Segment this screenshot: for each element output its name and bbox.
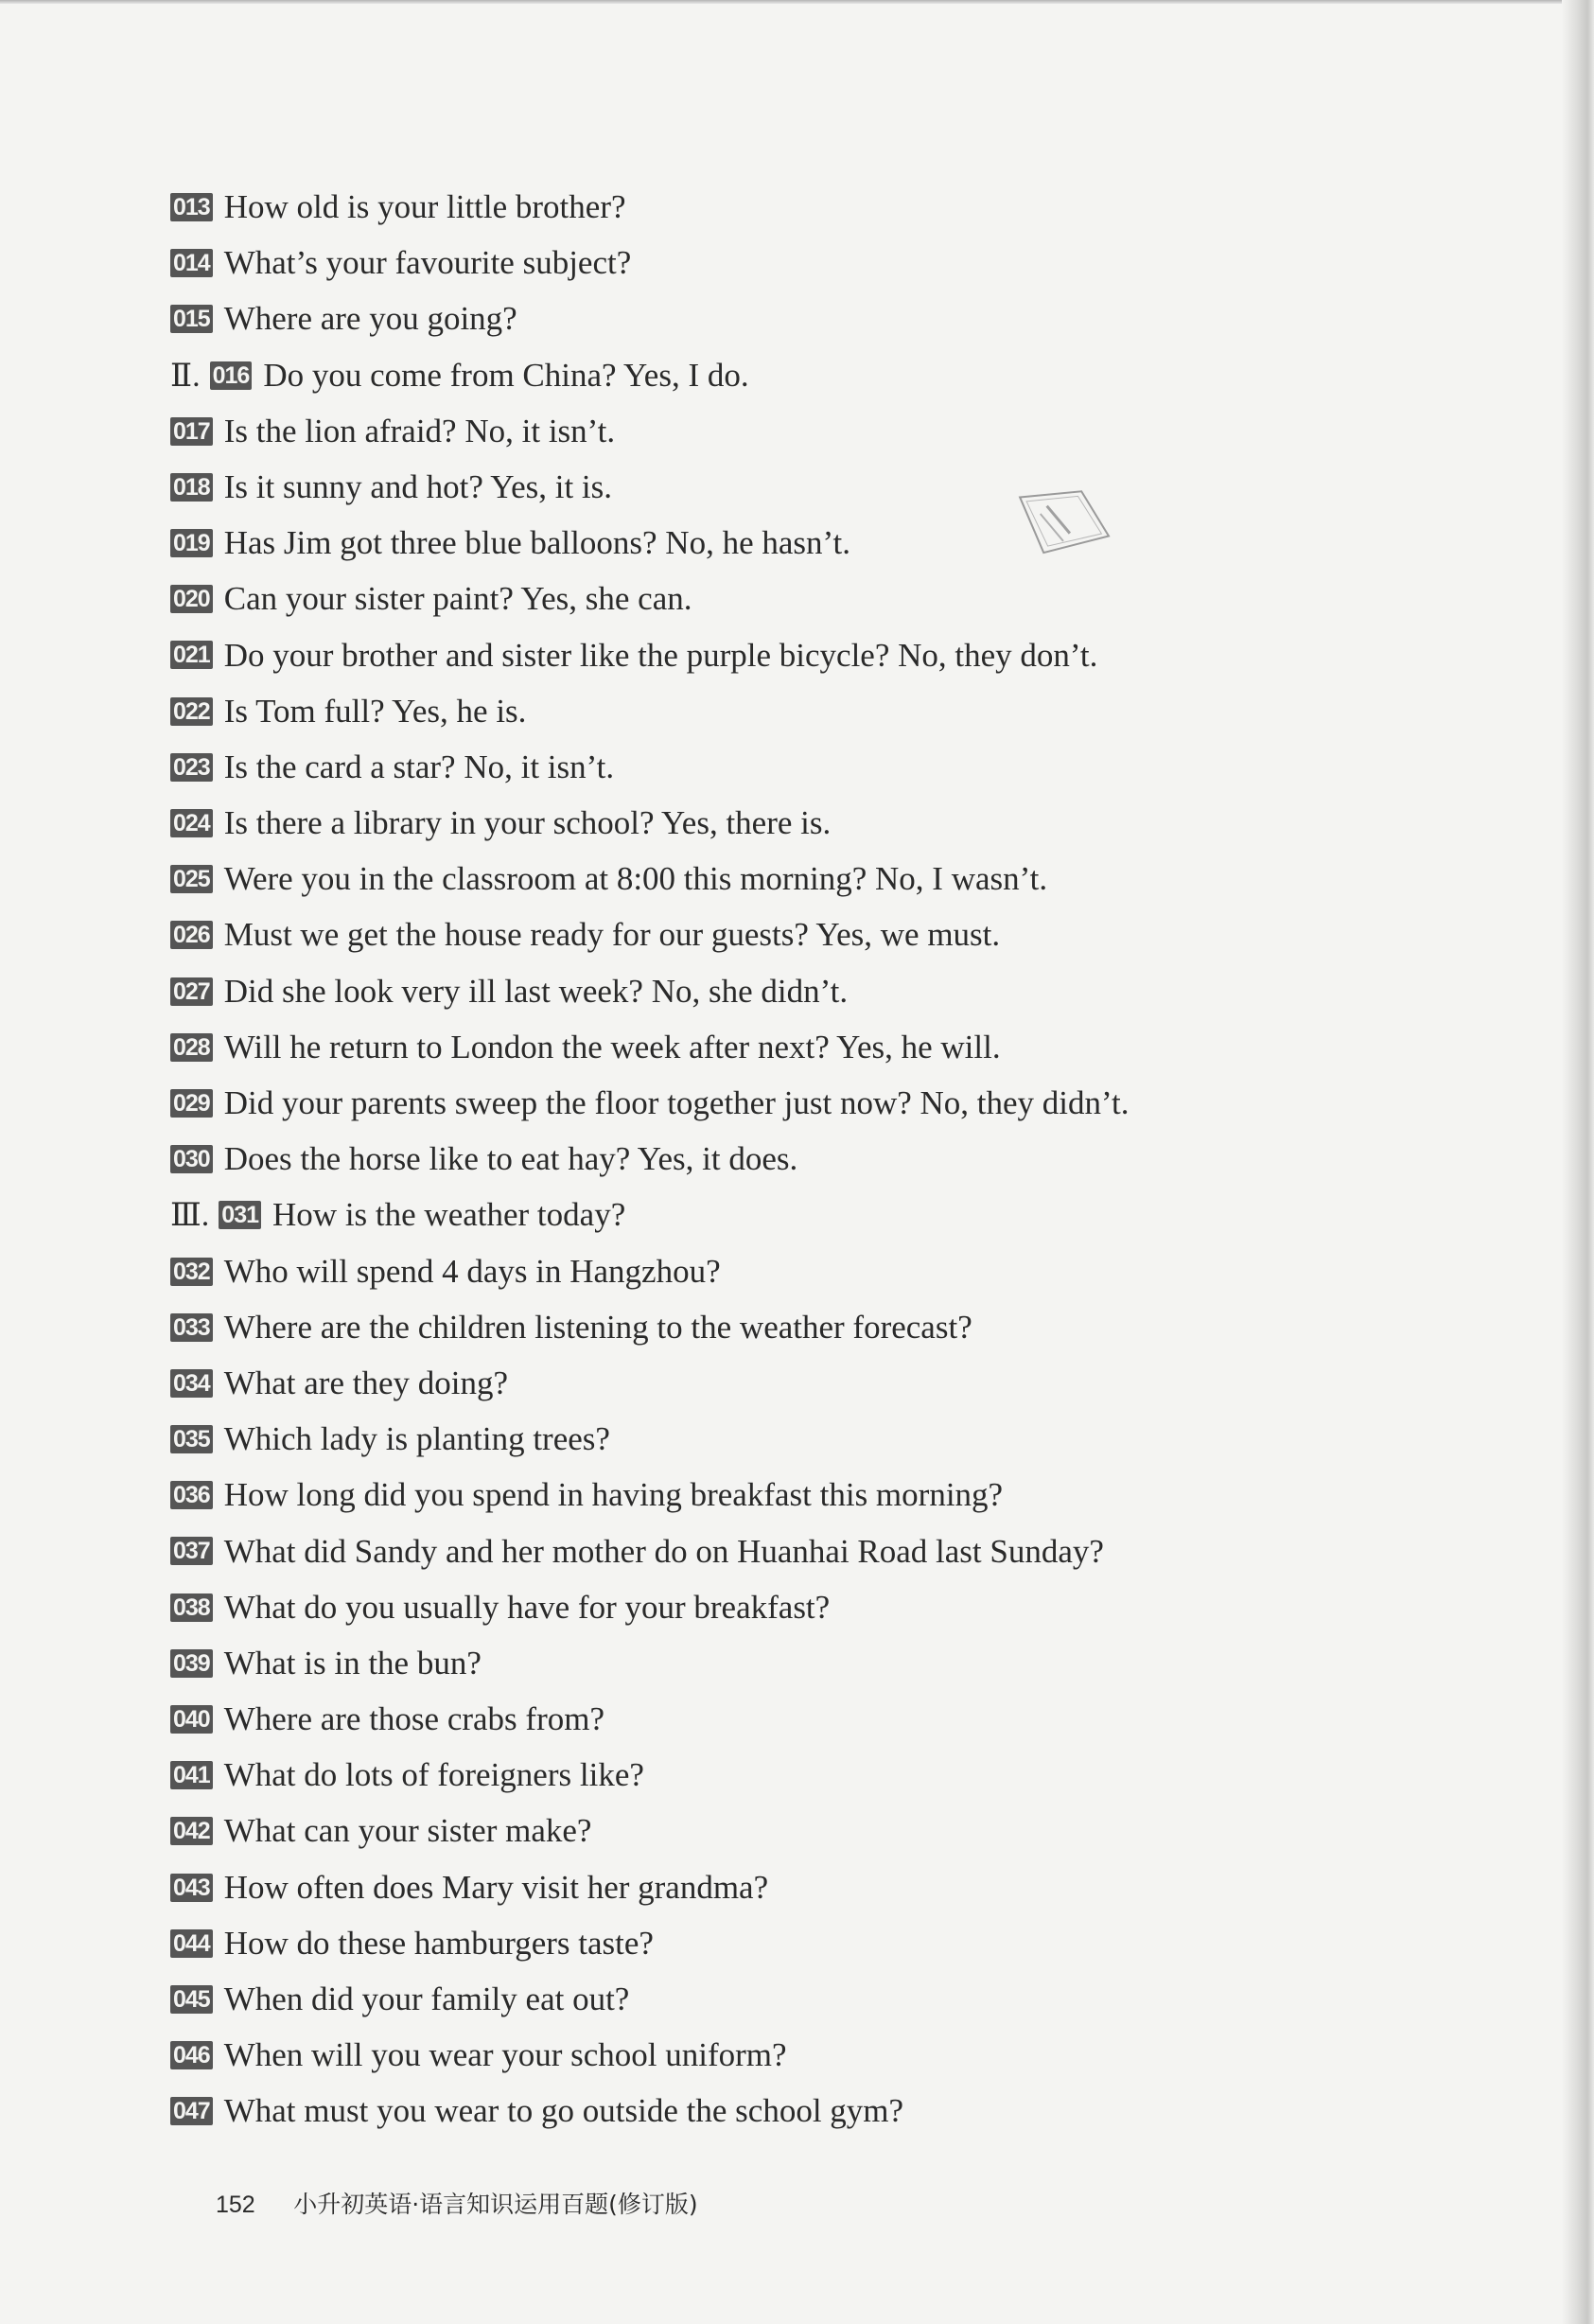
answer-line	[170, 1467, 1400, 1523]
question-number-badge: 019	[170, 529, 213, 557]
question-number-badge: 017	[170, 417, 213, 446]
answer-line	[170, 179, 1400, 235]
answer-text: What did Sandy and her mother do on Huanhai Road last Sunday?	[223, 1532, 1104, 1570]
section-numeral: Ⅲ.	[170, 1198, 210, 1234]
question-number-badge: 028	[170, 1033, 213, 1062]
answer-line	[170, 963, 1400, 1019]
answer-list	[170, 179, 1400, 2139]
question-number-badge: 015	[170, 305, 213, 333]
question-number-badge: 020	[170, 585, 213, 613]
top-rule	[0, 0, 1594, 4]
answer-line	[170, 1243, 1400, 1299]
question-number-badge: 035	[170, 1425, 213, 1453]
question-number-badge: 032	[170, 1258, 213, 1286]
question-number-badge: 043	[170, 1874, 213, 1902]
answer-text: Who will spend 4 days in Hangzhou?	[223, 1252, 721, 1290]
question-number-badge: 034	[170, 1369, 213, 1398]
answer-line	[170, 1411, 1400, 1467]
question-number-badge: 042	[170, 1817, 213, 1845]
answer-line	[170, 1747, 1400, 1803]
answer-text: What must you wear to go outside the school gym?	[223, 2092, 904, 2130]
question-number-badge: 044	[170, 1929, 213, 1958]
page-edge-shadow	[1562, 0, 1594, 2324]
answer-line	[170, 1523, 1400, 1579]
question-number-badge: 033	[170, 1313, 213, 1342]
answer-line	[170, 1299, 1400, 1355]
answer-line	[170, 1355, 1400, 1411]
answer-text: What’s your favourite subject?	[223, 244, 632, 282]
answer-text: What do lots of foreigners like?	[223, 1756, 644, 1794]
answer-line	[170, 1131, 1400, 1187]
answer-line	[170, 347, 1400, 403]
answer-line	[170, 907, 1400, 962]
answer-text: Will he return to London the week after next? Yes, he will.	[223, 1028, 1001, 1065]
question-number-badge: 016	[210, 361, 253, 390]
question-number-badge: 047	[170, 2097, 213, 2125]
answer-text: How long did you spend in having breakfast this morning?	[223, 1476, 1004, 1514]
answer-text: Is there a library in your school? Yes, there is.	[223, 804, 832, 842]
question-number-badge: 026	[170, 921, 213, 949]
answer-line	[170, 1187, 1400, 1242]
answer-text: How do these hamburgers taste?	[223, 1924, 654, 1962]
answer-line	[170, 2027, 1400, 2083]
answer-text: Which lady is planting trees?	[223, 1420, 610, 1458]
answer-line	[170, 1019, 1400, 1075]
answer-text: Is it sunny and hot? Yes, it is.	[223, 467, 613, 505]
answer-line	[170, 290, 1400, 346]
question-number-badge: 013	[170, 193, 213, 221]
question-number-badge: 031	[219, 1201, 261, 1229]
answer-line	[170, 571, 1400, 626]
question-number-badge: 018	[170, 473, 213, 502]
answer-text: Is Tom full? Yes, he is.	[223, 692, 527, 730]
answer-line	[170, 2083, 1400, 2139]
answer-line	[170, 739, 1400, 795]
question-number-badge: 022	[170, 697, 213, 726]
answer-text: Does the horse like to eat hay? Yes, it does.	[223, 1140, 798, 1178]
question-number-badge: 025	[170, 865, 213, 893]
answer-line	[170, 1075, 1400, 1131]
answer-text: What is in the bun?	[223, 1644, 482, 1681]
answer-line	[170, 795, 1400, 851]
answer-line	[170, 1971, 1400, 2027]
answer-text: Were you in the classroom at 8:00 this morning? No, I wasn’t.	[223, 860, 1048, 898]
question-number-badge: 029	[170, 1089, 213, 1118]
answer-text: Is the lion afraid? No, it isn’t.	[223, 412, 616, 449]
book-title: 小升初英语·语言知识运用百题(修订版)	[293, 2191, 698, 2218]
answer-line	[170, 235, 1400, 290]
answer-text: Do your brother and sister like the purple bicycle? No, they don’t.	[223, 636, 1098, 674]
answer-text: What are they doing?	[223, 1364, 509, 1401]
question-number-badge: 038	[170, 1593, 213, 1622]
question-number-badge: 037	[170, 1537, 213, 1565]
answer-text: Where are the children listening to the weather forecast?	[223, 1308, 972, 1346]
answer-text: Must we get the house ready for our guests? Yes, we must.	[223, 916, 1001, 954]
answer-text: Did your parents sweep the floor together just now? No, they didn’t.	[223, 1084, 1130, 1121]
answer-text: Did she look very ill last week? No, she didn’t.	[223, 972, 849, 1010]
page-number: 152	[216, 2192, 255, 2218]
answer-line	[170, 851, 1400, 907]
question-number-badge: 024	[170, 809, 213, 837]
question-number-badge: 021	[170, 641, 213, 669]
answer-text: How is the weather today?	[272, 1196, 626, 1234]
question-number-badge: 036	[170, 1481, 213, 1509]
answer-text: What do you usually have for your breakfast?	[223, 1588, 831, 1626]
answer-line	[170, 1859, 1400, 1915]
answer-line	[170, 683, 1400, 739]
question-number-badge: 046	[170, 2041, 213, 2069]
answer-line	[170, 627, 1400, 683]
answer-line	[170, 403, 1400, 459]
answer-text: How often does Mary visit her grandma?	[223, 1868, 769, 1906]
answer-line	[170, 459, 1400, 515]
answer-text: Where are you going?	[223, 300, 517, 338]
question-number-badge: 030	[170, 1145, 213, 1173]
answer-text: Can your sister paint? Yes, she can.	[223, 580, 692, 618]
answer-text: Where are those crabs from?	[223, 1700, 604, 1738]
answer-line	[170, 1915, 1400, 1971]
answer-text: What can your sister make?	[223, 1812, 592, 1850]
answer-line	[170, 1691, 1400, 1747]
answer-text: How old is your little brother?	[223, 188, 626, 225]
question-number-badge: 041	[170, 1761, 213, 1789]
question-number-badge: 027	[170, 977, 213, 1006]
answer-text: Has Jim got three blue balloons? No, he hasn’t.	[223, 524, 851, 562]
answer-text: When did your family eat out?	[223, 1981, 630, 2017]
answer-line	[170, 1579, 1400, 1635]
answer-text: Do you come from China? Yes, I do.	[263, 356, 749, 394]
answer-text: Is the card a star? No, it isn’t.	[223, 748, 615, 785]
question-number-badge: 023	[170, 753, 213, 782]
answer-line	[170, 1803, 1400, 1858]
answer-line	[170, 515, 1400, 571]
question-number-badge: 045	[170, 1985, 213, 2014]
question-number-badge: 040	[170, 1705, 213, 1734]
question-number-badge: 014	[170, 249, 213, 277]
answer-line	[170, 1635, 1400, 1691]
question-number-badge: 039	[170, 1649, 213, 1678]
page-footer	[216, 2186, 698, 2220]
section-numeral: Ⅱ.	[170, 358, 201, 394]
answer-text: When will you wear your school uniform?	[223, 2036, 787, 2074]
